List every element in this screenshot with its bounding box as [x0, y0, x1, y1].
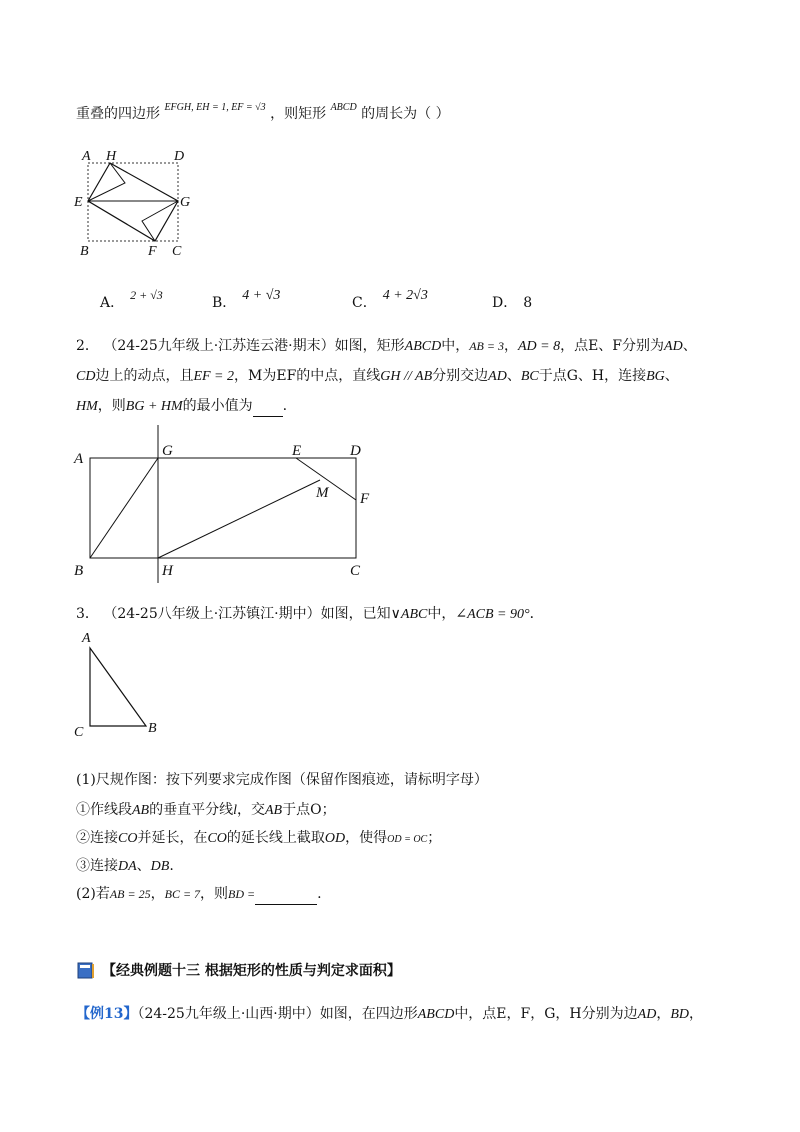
q1-option-d[interactable]: D． 8: [492, 295, 533, 311]
q3-line1: 3． （24-25八年级上·江苏镇江·期中）如图，已知∨ABC中，∠ACB = 90°．: [76, 606, 544, 622]
ex13-line1: 【例13】（24-25九年级上·山西·期中）如图，在四边形ABCD中，点E，F，G，H分别为边AD，BD，: [76, 1006, 703, 1022]
q1-option-b[interactable]: B． 4 + √3: [212, 288, 281, 311]
q2-label-m: M: [316, 485, 329, 501]
q1-label-b: B: [80, 244, 89, 259]
q2-label-f: F: [360, 491, 370, 507]
q1-given-math: EFGH, EH = 1, EF = √3: [164, 102, 266, 113]
q1-label-h: H: [106, 149, 117, 164]
q1-stem: 重叠的四边形 $^{EFGH, EH = 1, EF = √3}$ ，则矩形 $^{ABCD}$ 的周长为（ ）: [76, 102, 450, 122]
section-title: 【经典例题十三 根据矩形的性质与判定求面积】: [102, 963, 401, 979]
q2-label-b: B: [74, 563, 84, 579]
q1-quad-efgh: [88, 163, 178, 241]
book-icon: [76, 960, 96, 980]
section-heading: [76, 960, 401, 980]
q1-fold-right: [142, 201, 178, 241]
q3-label-a: A: [82, 631, 91, 646]
q2-label-c: C: [350, 563, 361, 579]
q1-option-c[interactable]: C． 4 + 2√3: [352, 288, 428, 311]
q2-label-e: E: [292, 443, 302, 459]
q1-rect-abcd: [88, 163, 178, 241]
q2-label-a: A: [74, 451, 84, 467]
q1-option-a[interactable]: A． 2 + √3: [100, 288, 163, 311]
q2-label-d: D: [350, 443, 361, 459]
q3-sub1: (1)尺规作图：按下列要求完成作图（保留作图痕迹，请标明字母）: [76, 772, 488, 788]
q2-label-h: H: [162, 563, 173, 579]
q3-label-c: C: [74, 725, 84, 740]
q3-triangle-abc: [90, 648, 146, 726]
q1-figure: [70, 145, 210, 260]
q2-line2: CD边上的动点，且EF = 2，M为EF的中点，直线GH // AB分别交边AD、BC于点G、H，连接BG、: [76, 368, 679, 384]
q2-label-g: G: [162, 443, 173, 459]
q1-rect-math: ABCD: [330, 102, 357, 113]
q3-sub2: (2)若AB = 25，BC = 7，则BD = .: [76, 884, 322, 905]
q1-label-a: A: [82, 149, 91, 164]
q2-answer-blank[interactable]: [253, 396, 283, 417]
q2-seg-hm: [158, 480, 320, 558]
q2-line1: 2． （24-25九年级上·江苏连云港·期末）如图，矩形ABCD中，AB = 3，AD = 8，点E、F分别为AD、: [76, 338, 697, 354]
q1-label-e: E: [74, 195, 83, 210]
q1-label-c: C: [172, 244, 182, 259]
q3-step3: ③连接DA、DB.: [76, 858, 174, 874]
q3-label-b: B: [148, 721, 157, 736]
q2-line3: HM，则BG + HM的最小值为 .: [76, 396, 287, 417]
q2-seg-bg: [90, 458, 158, 558]
q3-step2: ②连接CO并延长，在CO的延长线上截取OD，使得OD = OC；: [76, 830, 442, 846]
q1-label-g: G: [180, 195, 191, 210]
q3-answer-blank[interactable]: [255, 884, 317, 905]
q3-step1: ①作线段AB的垂直平分线l，交AB于点O；: [76, 802, 336, 818]
q1-label-f: F: [148, 244, 157, 259]
q1-label-d: D: [174, 149, 185, 164]
q2-rect-abcd: [90, 458, 356, 558]
q3-figure: [70, 628, 170, 740]
ex13-tag: 【例13】: [76, 1006, 138, 1022]
q2-figure: [70, 425, 390, 585]
